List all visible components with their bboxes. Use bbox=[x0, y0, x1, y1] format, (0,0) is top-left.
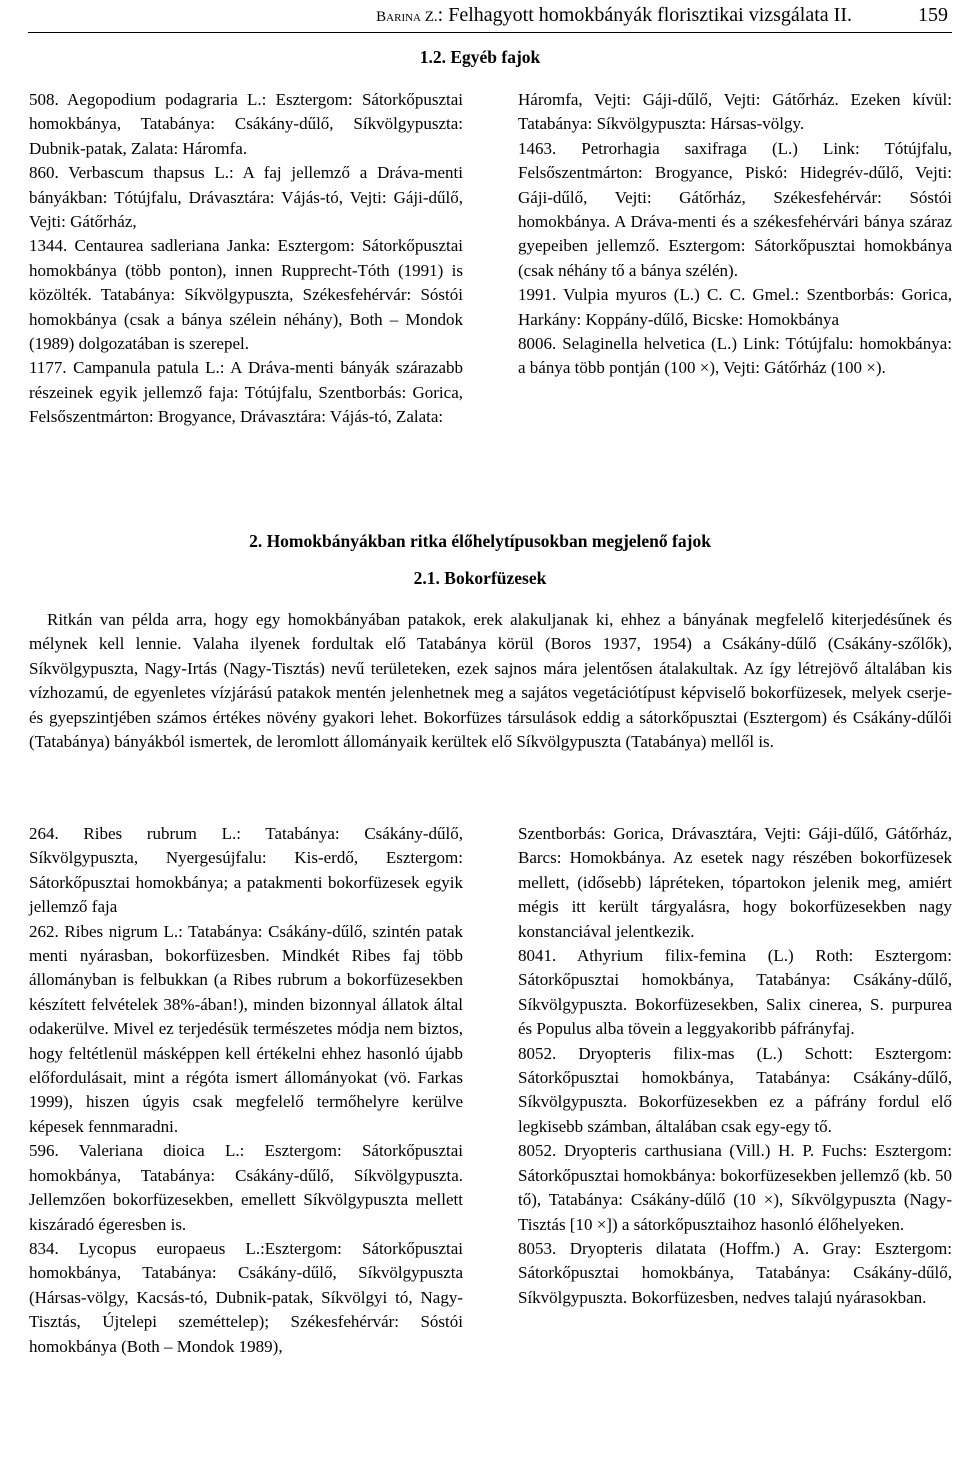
bottom-left-column bbox=[29, 822, 463, 1359]
header-rule bbox=[28, 32, 952, 33]
header-author: Barina Z. bbox=[376, 9, 438, 25]
entry-8052-a: 8052. Dryopteris filix-mas (L.) Schott: Esztergom: Sátorkőpusztai homokbánya, Tatabánya: Csákány-dűlő, Síkvölgypuszta. Bokorfüzesekben ez a páfrány fordul elő legkisebb számban, általában csak egy-egy tő. bbox=[518, 1043, 952, 1136]
entry-596: 596. Valeriana dioica L.: Esztergom: Sátorkőpusztai homokbánya, Tatabánya: Csákány-dűlő, Síkvölgypuszta. Jellemzően bokorfüzesekben, emellett Síkvölgypuszta mellett kiszáradó égeresben is. bbox=[29, 1141, 463, 1234]
entry-8052-b: 8052. Dryopteris carthusiana (Vill.) H. P. Fuchs: Esztergom: Sátorkőpusztai homokbánya: bokorfüzesekben jellemző (kb. 50 tő), Tatabánya: Csákány-dűlő (10 ×), Síkvölgypuszta (Nagy-Tisztás [10 ×]) a sátorkőpusztaihoz hasonló élőhelyeken. bbox=[518, 1141, 952, 1234]
section-heading-2: 2. Homokbányákban ritka élőhelytípusokban megjelenő fajok bbox=[249, 531, 711, 551]
entry-8006: 8006. Selaginella helvetica (L.) Link: Tótújfalu: homokbánya: a bánya több pontján (100 ×), Vejti: Gátőrház (100 ×). bbox=[518, 334, 952, 378]
running-header bbox=[0, 0, 960, 34]
entry-262: 262. Ribes nigrum L.: Tatabánya: Csákány-dűlő, szintén patak menti nyárasban, bokorfüzesben. Mindkét Ribes faj több állományban is felbukkan (a Ribes rubrum a bokorfüzesekben készített felvételek 38%-ában!), minden bizonnyal állatok által odakerülve. Mivel ez terjedésük természetes módja nem biztos, hogy feltétlenül másképpen kell értékelni ehhez hasonló újabb előfordulásait, mint a régóta ismert állományokat (vö. Farkas 1999), hiszen úgyis csak megfelelő termőhelyre kerülve képesek fennmaradni. bbox=[29, 921, 463, 1136]
entry-264: 264. Ribes rubrum L.: Tatabánya: Csákány-dűlő, Síkvölgypuszta, Nyergesújfalu: Kis-erdő, Esztergom: Sátorkőpusztai homokbánya; a patakmenti bokorfüzesek egyik jellemző faja bbox=[29, 824, 463, 917]
top-left-column bbox=[29, 88, 463, 430]
entry-1177-cont: Háromfa, Vejti: Gáji-dűlő, Vejti: Gátőrház. Ezeken kívül: Tatabánya: Síkvölgypuszta: Hársas-völgy. bbox=[518, 90, 952, 134]
entry-834: 834. Lycopus europaeus L.:Esztergom: Sátorkőpusztai homokbánya, Tatabánya: Csákány-dűlő, Síkvölgypuszta (Hársas-völgy, Kacsás-tó, Dubnik-patak, Síkvölgyi tó, Nagy-Tisztás, Újtelepi szeméttelep); Székesfehérvár: Sóstói homokbánya (Both – Mondok 1989), bbox=[29, 1238, 463, 1356]
section-heading-2-1: 2.1. Bokorfüzesek bbox=[413, 568, 547, 588]
top-right-column bbox=[518, 88, 952, 381]
intro-paragraph-block bbox=[29, 608, 952, 754]
intro-paragraph: Ritkán van példa arra, hogy egy homokbányában patakok, erek alakuljanak ki, ehhez a bányának megfelelő kiterjedésűnek és mélynek kell lennie. Valaha ilyenek fordultak elő Tatabánya körül (Boros 1937, 1954) a Csákány-dűlő (Csákány-szőlők), Síkvölgypuszta, Nagy-Irtás (Nagy-Tisztás) nevű területeken, ezek sajnos mára jelentősen átalakultak. Az így létrejövő általában kis vízhozamú, de egyenletes vízjárású patakok mentén jelenhetnek meg a sajátos vegetációtípust képviselő bokorfüzesek, melyek cserje- és gyepszintjében számos értékes növény gyakori lehet. Bokorfüzes társulások eddig a sátorkőpusztai (Esztergom) és Csákány-dűlői (Tatabánya) bányákból ismertek, de leromlott állományaik kerültek elő Síkvölgypuszta (Tatabánya) mellől is. bbox=[29, 610, 952, 752]
entry-508: 508. Aegopodium podagraria L.: Esztergom: Sátorkőpusztai homokbánya, Tatabánya: Csákány-dűlő, Síkvölgypuszta: Dubnik-patak, Zalata: Háromfa. bbox=[29, 90, 463, 158]
entry-1177: 1177. Campanula patula L.: A Dráva-menti bányák szárazabb részeinek egyik jellemző faja: Tótújfalu, Szentborbás: Gorica, Felsőszentmárton: Brogyance, Drávasztára: Vájás-tó, Zalata: bbox=[29, 358, 463, 427]
header-title-text: : Felhagyott homokbányák florisztikai vizsgálata II. bbox=[437, 4, 852, 26]
entry-834-cont: Szentborbás: Gorica, Drávasztára, Vejti: Gáji-dűlő, Gátőrház, Barcs: Homokbánya. Az esetek nagy részében bokorfüzesek mellett, (idősebb) lápréteken, tópartokon jelenik meg, amiért mégis itt került tárgyalásra, hogy bokorfüzesekben nagy konstanciával jelentkezik. bbox=[518, 824, 952, 941]
running-title bbox=[376, 4, 852, 27]
bottom-right-column bbox=[518, 822, 952, 1310]
page-number: 159 bbox=[918, 4, 948, 26]
entry-1463: 1463. Petrorhagia saxifraga (L.) Link: Tótújfalu, Felsőszentmárton: Brogyance, Piskó: Hidegrév-dűlő, Vejti: Gáji-dűlő, Vejti: Gátőrház, Székesfehérvár: Sóstói homokbánya. A Dráva-menti és a székesfehérvári bánya száraz gyepeiben jellemző. Esztergom: Sátorkőpusztai homokbánya (csak néhány tő a bánya szélén). bbox=[518, 138, 952, 280]
entry-1344: 1344. Centaurea sadleriana Janka: Esztergom: Sátorkőpusztai homokbánya (több ponton), innen Rupprecht-Tóth (1991) is közölték. Tatabánya: Síkvölgypuszta, Székesfehérvár: Sóstói homokbánya (csak a bánya szélein néhány), Both – Mondok (1989) dolgozatában is szerepel. bbox=[29, 236, 463, 354]
entry-1991: 1991. Vulpia myuros (L.) C. C. Gmel.: Szentborbás: Gorica, Harkány: Koppány-dűlő, Bicske: Homokbánya bbox=[518, 285, 952, 329]
section-heading-1-2: 1.2. Egyéb fajok bbox=[419, 47, 541, 67]
entry-860: 860. Verbascum thapsus L.: A faj jellemző a Dráva-menti bányákban: Tótújfalu, Drávasztára: Vájás-tó, Vejti: Gáji-dűlő, Vejti: Gátőrház, bbox=[29, 163, 463, 232]
entry-8041: 8041. Athyrium filix-femina (L.) Roth: Esztergom: Sátorkőpusztai homokbánya, Tatabánya: Csákány-dűlő, Síkvölgypuszta. Bokorfüzesekben, Salix cinerea, S. purpurea és Populus alba tövein a leggyakoribb páfrányfaj. bbox=[518, 946, 952, 1039]
entry-8053: 8053. Dryopteris dilatata (Hoffm.) A. Gray: Esztergom: Sátorkőpusztai homokbánya, Tatabánya: Csákány-dűlő, Síkvölgypuszta. Bokorfüzesben, nedves talajú nyárasokban. bbox=[518, 1238, 952, 1307]
